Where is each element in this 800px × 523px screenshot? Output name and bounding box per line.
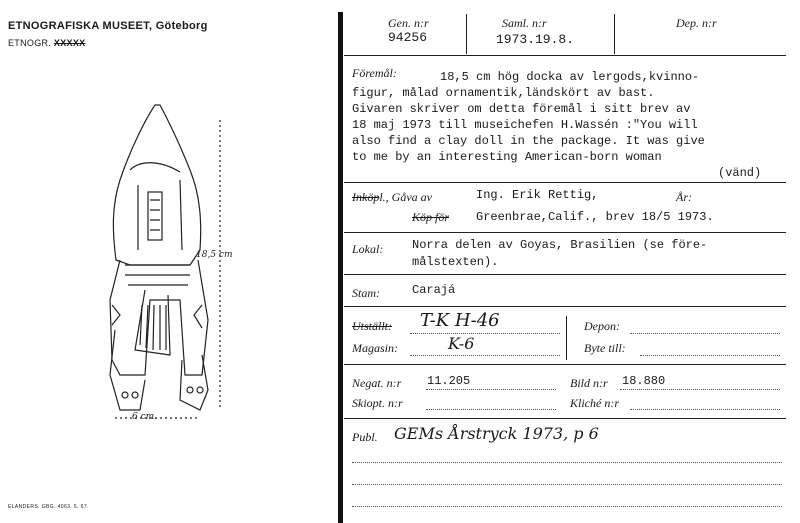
stam-bottom-line — [344, 306, 786, 307]
publ-label: Publ. — [352, 430, 378, 444]
museum-name: ETNOGRAFISKA MUSEET, Göteborg — [8, 20, 208, 32]
foremal-line-1: 18,5 cm hög docka av lergods,kvinno- — [440, 70, 700, 84]
department-line: ETNOGR. XXXXX — [8, 38, 86, 48]
byte-dotline — [640, 355, 780, 356]
foremal-label: Föremål: — [352, 66, 397, 80]
stam-value: Carajá — [412, 283, 456, 297]
gen-label: Gen. n:r — [388, 16, 429, 30]
negat-dotline — [426, 389, 556, 390]
bild-value: 18.880 — [622, 374, 666, 388]
ar-label: År: — [676, 190, 692, 204]
lokal-line-2: målstexten). — [412, 255, 499, 269]
foremal-bottom-line — [344, 182, 786, 183]
width-measurement: 6 cm. — [132, 412, 158, 422]
foremal-line-2: figur, målad ornamentik,ländskört av bast. — [352, 86, 655, 100]
gava-value: Ing. Erik Rettig, — [476, 188, 599, 202]
saml-separator — [614, 14, 615, 54]
top-row-line — [344, 55, 786, 56]
publ-dotline-3 — [352, 506, 782, 507]
depon-dotline — [630, 333, 780, 334]
negat-label: Negat. n:r — [352, 376, 402, 390]
magasin-value: K-6 — [448, 334, 475, 353]
vand-note: (vänd) — [718, 166, 762, 180]
utstallt-value: T-K H-46 — [420, 310, 500, 331]
publ-value: GEMs Årstryck 1973, p 6 — [394, 424, 599, 443]
gen-value: 94256 — [388, 30, 428, 45]
address-struck: Köp för — [412, 210, 450, 224]
skiopt-label: Skiopt. n:r — [352, 396, 403, 410]
kliche-label: Kliché n:r — [570, 396, 619, 410]
publ-dotline-1 — [352, 462, 782, 463]
photo-bottom-line — [344, 418, 786, 419]
saml-value: 1973.19.8. — [496, 32, 575, 47]
lokal-bottom-line — [344, 274, 786, 275]
printer-imprint: ELANDERS. GBG. 4063. 5. 67. — [8, 504, 89, 510]
foremal-line-4: 18 maj 1973 till museichefen H.Wassén :"You will — [352, 118, 698, 132]
foremal-line-5: also find a clay doll in the package. It was give — [352, 134, 705, 148]
kliche-dotline — [630, 409, 780, 410]
bild-label: Bild n:r — [570, 376, 608, 390]
gen-separator — [466, 14, 467, 54]
saml-label: Saml. n:r — [502, 16, 547, 30]
height-measurement: 18,5 cm — [196, 250, 233, 260]
depon-label: Depon: — [584, 319, 620, 333]
bild-dotline — [620, 389, 780, 390]
publ-dotline-2 — [352, 484, 782, 485]
stam-label: Stam: — [352, 286, 380, 300]
depon-separator — [566, 316, 567, 360]
lokal-label: Lokal: — [352, 242, 384, 256]
foremal-line-3: Givaren skriver om detta föremål i sitt brev av — [352, 102, 691, 116]
utstallt-label: Utställt: — [352, 319, 393, 333]
gava-label: Inköpl., Gåva av — [352, 190, 432, 204]
skiopt-dotline — [426, 409, 556, 410]
magasin-dotline — [410, 355, 560, 356]
foremal-line-6: to me by an interesting American-born woman — [352, 150, 662, 164]
address-value: Greenbrae,Calif., brev 18/5 1973. — [476, 210, 714, 224]
magasin-label: Magasin: — [352, 341, 398, 355]
doll-sketch — [90, 100, 270, 430]
utstallt-dotline — [410, 333, 560, 334]
dep-label: Dep. n:r — [676, 16, 717, 30]
byte-label: Byte till: — [584, 341, 626, 355]
negat-value: 11.205 — [427, 374, 471, 388]
card-left-border — [338, 12, 343, 523]
lokal-line-1: Norra delen av Goyas, Brasilien (se före- — [412, 238, 708, 252]
gava-bottom-line — [344, 232, 786, 233]
storage-bottom-line — [344, 364, 786, 365]
